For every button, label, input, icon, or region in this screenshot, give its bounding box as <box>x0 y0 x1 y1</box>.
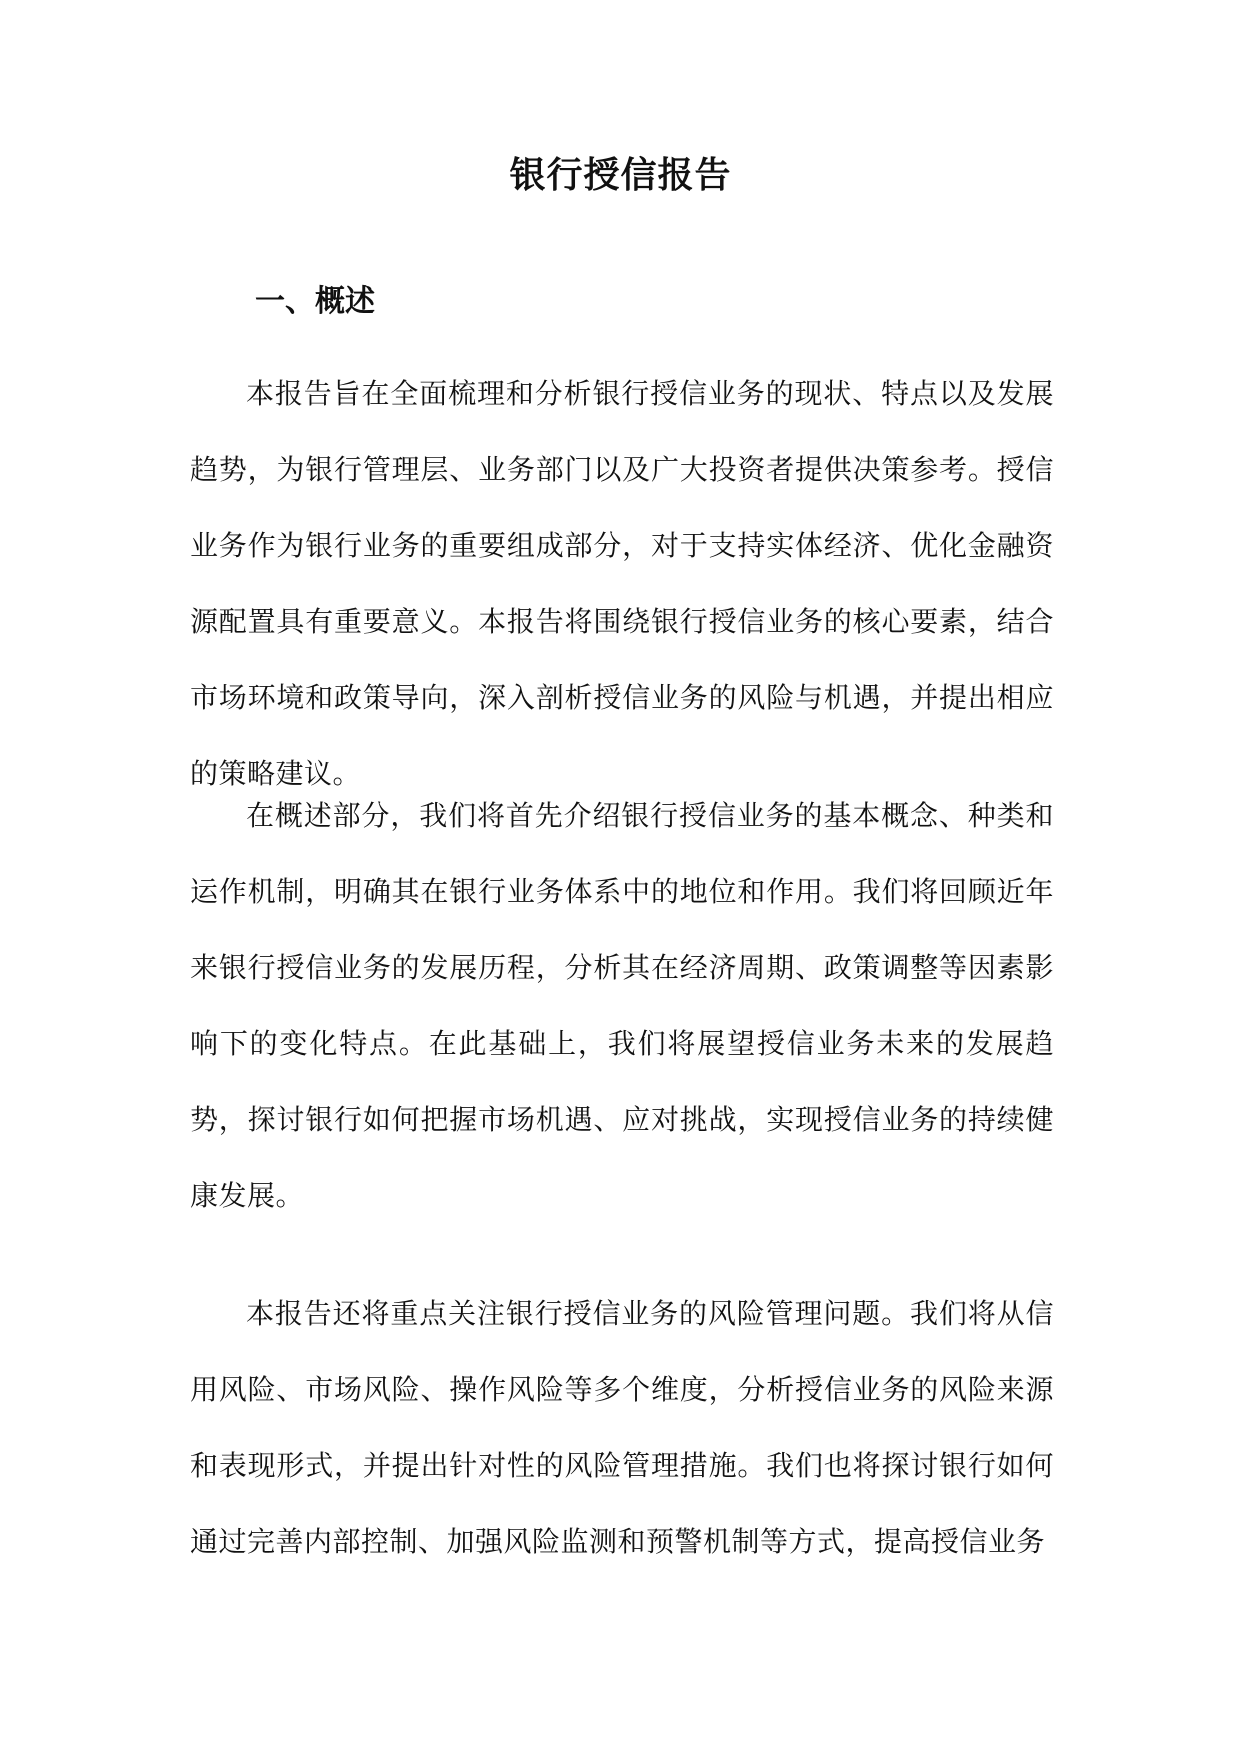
document-title: 银行授信报告 <box>509 154 732 196</box>
paragraph-1: 本报告旨在全面梳理和分析银行授信业务的现状、特点以及发展趋势，为银行管理层、业务部门以及广大投资者提供决策参考。授信业务作为银行业务的重要组成部分，对于支持实体经济、优化金融资源配置具有重要意义。本报告将围绕银行授信业务的核心要素，结合市场环境和政策导向，深入剖析授信业务的风险与机遇，并提出相应的策略建议。 <box>190 377 1054 790</box>
paragraph-3: 本报告还将重点关注银行授信业务的风险管理问题。我们将从信用风险、市场风险、操作风险等多个维度，分析授信业务的风险来源和表现形式，并提出针对性的风险管理措施。我们也将探讨银行如何通过完善内部控制、加强风险监测和预警机制等方式，提高授信业务 <box>190 1297 1054 1558</box>
section-heading-overview: 一、概述 <box>255 284 375 319</box>
paragraph-2: 在概述部分，我们将首先介绍银行授信业务的基本概念、种类和运作机制，明确其在银行业务体系中的地位和作用。我们将回顾近年来银行授信业务的发展历程，分析其在经济周期、政策调整等因素影响下的变化特点。在此基础上，我们将展望授信业务未来的发展趋势，探讨银行如何把握市场机遇、应对挑战，实现授信业务的持续健康发展。 <box>190 799 1054 1212</box>
